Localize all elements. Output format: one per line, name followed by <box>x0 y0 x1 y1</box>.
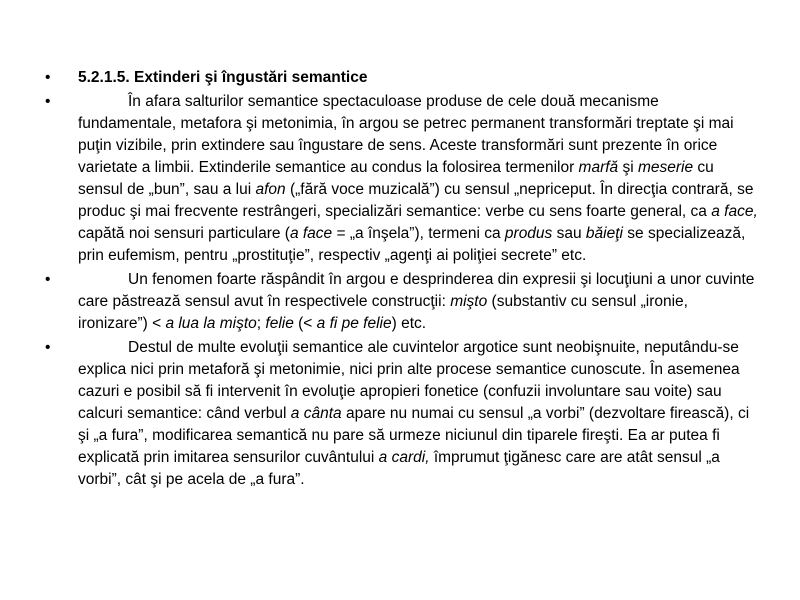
bullet-icon: • <box>45 93 51 110</box>
bullet-paragraph-1 <box>45 91 760 267</box>
p1-text: sau <box>552 225 586 242</box>
p1-term-meserie: meserie <box>637 159 694 176</box>
bullet-icon: • <box>45 339 51 356</box>
p2-term-misto: mişto <box>450 293 488 310</box>
bullet-heading <box>45 67 760 89</box>
p1-text: = „a înşela”), termeni ca <box>332 225 505 242</box>
p2-term-felie: felie <box>265 315 294 332</box>
p1-term-a-face-2: a face <box>289 225 333 242</box>
p3-text: Destul de multe evoluţii semantice ale cuvintelor argotice sunt neobişnuite, neputându-se explica nici prin metaforă şi metonimie, nici prin alte procese semantice cunoscute. În asemenea cazuri e posibil să fi intervenit în evoluţie apropieri fonetice (confuzii involuntare sau voite) sau calcuri semantice: când verbul <box>78 339 740 422</box>
p3-term-a-cardi: a cardi, <box>378 449 430 466</box>
p3-term-a-canta: a cânta <box>290 405 342 422</box>
p1-text: În afara salturilor semantice spectaculoase produse de cele două mecanisme fundamentale, metafora şi metonimia, în argou se petrec permanent transformări treptate şi mai puţin vizibile, prin extindere sau îngustare de sens. Aceste transformări sunt prezente în orice varietate a limbii. Extinderile semantice au condus la folosirea termenilor <box>78 93 734 176</box>
bullet-icon: • <box>45 69 51 86</box>
p1-text: şi <box>618 159 638 176</box>
p1-text: cu sensul de „bun”, sau a lui <box>78 159 714 198</box>
bullet-icon: • <box>45 271 51 288</box>
p3-text: împrumut ţigănesc care are atât sensul „a vorbi”, cât şi pe acela de „a fura”. <box>78 449 720 488</box>
section-heading: 5.2.1.5. Extinderi şi îngustări semantice <box>78 69 368 86</box>
bullet-list <box>45 67 760 493</box>
p1-term-a-face: a face, <box>711 203 758 220</box>
p1-term-afon: afon <box>255 181 286 198</box>
p2-text: Un fenomen foarte răspândit în argou e desprinderea din expresii şi locuţiuni a unor cuvinte care păstrează sensul avut în respectivele construcţii: <box>78 271 755 310</box>
p1-term-marfa: marfă <box>578 159 619 176</box>
p2-text: (< <box>293 315 317 332</box>
p2-text: ; <box>256 315 266 332</box>
bullet-paragraph-2 <box>45 269 760 335</box>
p2-term-a-lua-la-misto: a lua la mişto <box>165 315 257 332</box>
bullet-paragraph-3 <box>45 337 760 491</box>
p1-text: („fără voce muzicală”) cu sensul „nepriceput. În direcţia contrară, se produc şi mai frecvente restrângeri, specializări semantice: verbe cu sens foarte general, ca <box>78 181 754 220</box>
p2-text: ) etc. <box>391 315 427 332</box>
p1-term-produs: produs <box>504 225 553 242</box>
p1-term-baieti: băieţi <box>585 225 623 242</box>
p1-text: se specializează, prin eufemism, pentru „prostituţie”, respectiv „agenţi ai poliţiei secrete” etc. <box>78 225 746 264</box>
p1-text: capătă noi sensuri particulare ( <box>78 225 290 242</box>
p2-text: (substantiv cu sensul „ironie, ironizare”) < <box>78 293 688 332</box>
p2-term-a-fi-pe-felie: a fi pe felie <box>316 315 392 332</box>
p3-text: apare nu numai cu sensul „a vorbi” (dezvoltare firească), ci şi „a fura”, modificarea semantică nu pare să urmeze niciunul din tiparele fireşti. Ea ar putea fi explicată prin imitarea sensurilor cuvântului <box>78 405 750 466</box>
